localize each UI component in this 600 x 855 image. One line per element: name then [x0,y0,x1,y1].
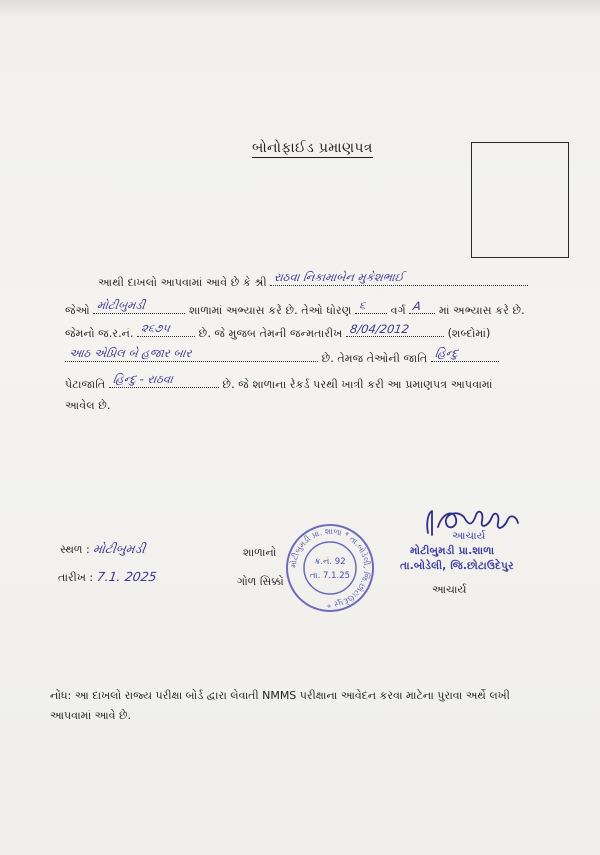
footer-note: નોંધ: આ દાખલો રાજ્ય પરીક્ષા બોર્ડ દ્વારા લેવાતી NMMS પરીક્ષાના આવેદન કરવા માટેના પુરાવા અર્થે લખી આપવામાં આવે છે. [50,689,510,722]
school-name: મોટીબુમડી [96,298,147,312]
date-value: 7.1. 2025 [95,569,158,584]
school-stamp-label: શાળાનો [243,546,277,559]
seal-center-line1: ક્ર.નં. 92 [314,557,346,567]
subcaste-field [109,373,219,388]
student-name-field [270,271,528,286]
standard-value: ૬ [358,298,367,312]
line3-prefix: જેમનો જ.ર.નં. [65,327,134,340]
principal-signature-area [400,505,580,595]
body-line-5 [65,373,493,392]
caste-value: હિન્દુ [433,346,459,360]
seal-ring-text: મોટીબુમડી પ્રા. શાળા * તા.બોડેલી, જિ.છોટાઉદેપુર * [288,526,372,610]
certificate-title: બોનોફાઈડ પ્રમાણપત્ર [252,140,373,156]
stamp-address: તા.બોડેલી, જિ.છોટાઉદેપુર [400,560,514,572]
body-line-1 [98,271,528,290]
division-field [409,299,435,314]
caste-field [431,347,499,362]
body-line-6 [65,399,110,413]
line1-prefix: આથી દાખલો આપવામાં આવે છે કે શ્રી [98,276,267,289]
subcaste-value: હિન્દુ - રાઠવા [111,372,174,386]
line2-prefix: જેઓ [65,304,90,317]
dob-words-field [65,347,318,362]
gr-no-value: ૨૬૭૫ [140,321,171,335]
line2-mid: શાળામાં અભ્યાસ કરે છે. તેઓ ધોરણ [188,304,352,317]
gr-no-field [137,322,195,337]
body-line-2 [65,299,525,318]
dob-words-value: આઠ એપ્રિલ બે હજાર બાર [68,346,193,360]
words-label: (શબ્દોમાં) [447,327,491,340]
class-label: વર્ગ [390,304,406,317]
standard-field [355,299,387,314]
photo-box [471,142,569,258]
stamp-school-name: મોટીબુમડી પ્રા.શાળા [410,545,495,557]
student-name: રાઠવા નિકામાબેન મુકેશભાઈ [273,270,405,284]
round-seal-label: ગોળ સિક્કો [237,575,284,588]
line4-mid: છે. તેમજ તેઓની જાતિ [321,352,428,365]
school-name-field [93,299,185,314]
svg-text:મોટીબુમડી પ્રા. શાળા * તા.બોડે [288,527,371,609]
body-line-4 [65,347,499,366]
place-value: મોટીબુમડી [92,541,147,556]
line5-suffix: છે. જે શાળાના રેકર્ડ પરથી ખાત્રી કરી આ પ્રમાણપત્ર આપવામાં [222,378,493,391]
principal-label: આચાર્ય [432,583,467,596]
dob-value: 8/04/2012 [349,322,410,336]
date-label: તારીખ : [58,571,94,584]
stamp-title: આચાર્ય [452,530,486,542]
dob-field [346,322,444,337]
place-row [60,541,145,557]
school-round-seal [285,523,375,613]
page-shadow [0,0,600,18]
line5-prefix: પેટાજાતિ [65,378,106,391]
body-line-3 [65,322,490,341]
line2-suffix: માં અભ્યાસ કરે છે. [438,304,525,317]
seal-center-line2: તા. 7.1.25 [309,571,351,581]
place-label: સ્થળ : [60,543,90,556]
line3-mid: છે. જે મુજબ તેમની જન્મતારીખ [198,327,343,340]
division-value: A [412,299,423,313]
line6-text: આવેલ છે. [65,399,111,412]
date-row [58,569,156,585]
